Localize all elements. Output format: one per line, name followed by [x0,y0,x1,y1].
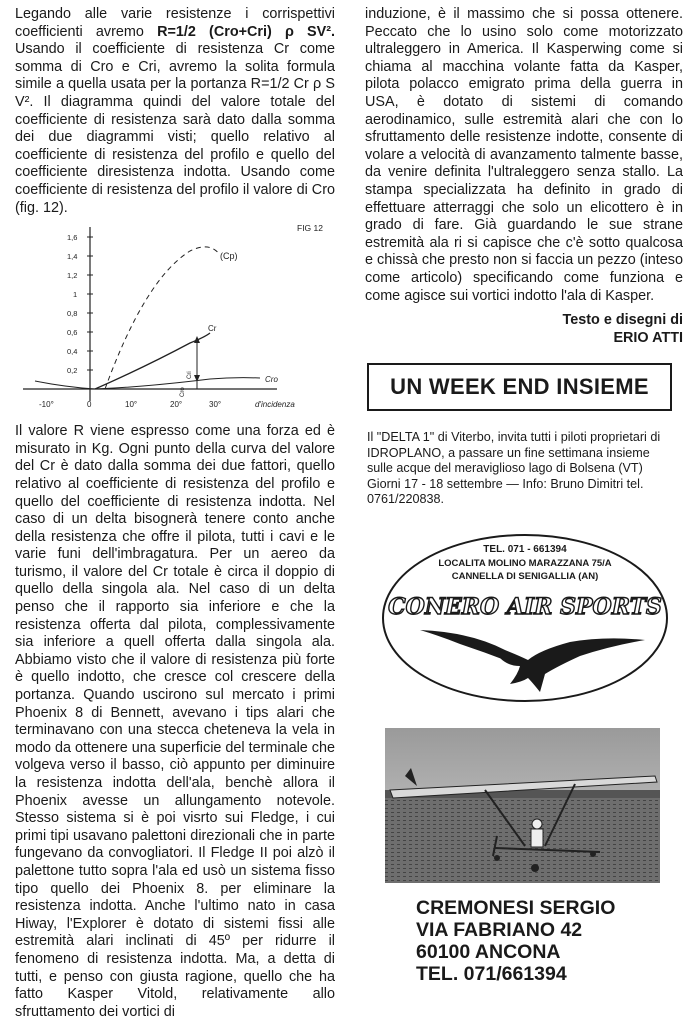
ad-address-2: CANNELLA DI SENIGALLIA (AN) [451,571,599,582]
intro-paragraph [15,6,335,217]
credit-author: ERIO ATTI [613,330,683,347]
ad-address-1: LOCALITA MOLINO MARAZZANA 75/A [438,558,612,569]
intro-line-3: Usando il coefficiente di resistenza Cr come somma di Cro e Cri, avremo la solita formula simile a quella usata per la portanza R=1/2 Cr ρ S V². Il diagramma quindi del valore totale del coefficiente di resistenza sarà dato dalla somma dei due diagrammi visti; quello relativo al coefficiente di resistenza del profilo e quello del coefficiente diresistenza indotta. Usando come coefficiente di resistenza del profilo il valore di Cro (fig. 12). [15,41,335,216]
cp-label: (Cp) [220,251,238,262]
right-column [365,6,683,347]
contact-block [416,897,615,985]
event-description: Il "DELTA 1" di Viterbo, invita tutti i piloti proprietari di IDROPLANO, a passare un fine settimana insieme sulle acque del meraviglioso lago di Bolsena (VT) Giorni 17 - 18 settembre — Info: Bruno Dimitri tel. 0761/220838. [367,430,661,507]
x-tick-label: 30° [209,400,222,410]
cri-label: Cri [187,371,193,380]
ad-brand: CONERO AIR SPORTS [388,594,662,620]
ultralight-photo-image [385,728,660,883]
intro-line-2: coefficienti avremo [15,23,144,40]
y-tick-label: 1,6 [67,233,78,243]
contact-name: CREMONESI SERGIO [416,897,616,919]
event-title-box [367,363,672,411]
conero-air-sports-ad [380,532,670,704]
cro-label: Cro [265,375,278,385]
y-tick-label: 1,2 [67,271,78,281]
x-tick-label: 20° [170,400,183,410]
drag-formula: R=1/2 (Cro+Cri) ρ SV². [157,23,336,40]
left-column [15,6,335,1021]
x-tick-label: 10° [125,400,138,410]
ad-phone: TEL. 071 - 661394 [483,544,567,555]
event-title: UN WEEK END INSIEME [390,374,649,399]
y-tick-label: 1 [73,290,78,300]
y-tick-label: 0,4 [67,347,78,357]
left-body-text: Il valore R viene espresso come una forza ed è misurato in Kg. Ogni punto della curva del valore del Cr è dato dalla somma dei due fattori, quello relativo al coefficiente di resistenza del profilo e quello del coefficiente di resistenza indotta. Nel caso di un delta bisognerà tenere conto anche della resistenza che offre il pilota, tutti i cavi e le varie funi dell'imbragatura. Per un aereo da turismo, il valore del Cr totale è circa il doppio di quello della singola ala. Nel caso di un delta penso che il rapporto sia inferiore e che la resistenza offerta dal pilota, complessivamente sia inferiore a quell offerta dalla singola ala. Abbiamo visto che il valore di resistenza più forte è quello indotto, che cresce col crescere della portanza. Quando uscirono sul mercato i primi Phoenix 8 di Bennett, avevano i tips alari che terminavano con una stecca cheteneva la vela in modo da ottenere una superficie del terminale che volgeva verso il basso, ciò appunto per diminuire la resistenza indotta dell'ala, benchè allora il Phoenix avesse un allungamento notevole. Stesso sistema si è poi visrto sui Fledge, i cui primi tipi usavano palettoni direzionali che in parte fungevano da convogliatori. Il Fledge II poi alzò il palettone tutto sopra l'ala ed usò un sistema fisso tipo quello dei Phoenix 8. per eliminare la resistenza indotta. Anche l'ultimo nato in casa Hiway, l'Explorer è dotato di sistemi fissi alle estremità alari inclinati di 45º per ridurre il fenomeno di resistenza indotta. Ma, a detta di tutti, e penso con giusta ragione, quello che ha fatto Kasper Vitold, relativamente allo sfruttamento dei vortici di [15,423,335,1020]
contact-phone: TEL. 071/661394 [416,963,567,985]
article-credit [365,311,683,347]
cro-curve [35,378,260,389]
credit-line-1: Testo e disegni di [562,312,683,329]
x-tick-label: 0 [87,400,92,410]
contact-street: VIA FABRIANO 42 [416,919,583,941]
x-tick-label: -10° [39,400,54,410]
ultralight-photo [385,728,660,883]
intro-line-1: Legando alle varie resistenze i corrispettivi [15,6,335,22]
contact-city: 60100 ANCONA [416,941,561,963]
figure-12 [15,219,335,419]
y-tick-label: 0,8 [67,309,78,319]
ad-graphic [380,532,670,704]
y-tick-label: 1,4 [67,252,78,262]
right-body-text: induzione, è il massimo che si possa ottenere. Peccato che lo usino solo come motorizzato ultraleggero in America. Il Kasperwing come si chiama al macchina volante fatta da Kasper, pilota polacco emigrato prima della guerra in USA, è dotato di sistemi di comando aerodinamico, sulle estremità alari che con lo sfruttamento delle resistenze indotte, consente di volare a velocità di avanzamento talmente basse, da venire definita l'ultraleggero senza stallo. La stampa specializzata ha definito in grado di effettuare atterraggi che solo un elicottero è in grado di fare. Già guardando le sue strane estremità ala ri si capisce che c'è sotto qualcosa e chissà che presto non si faccia un pezzo (inteso come articolo) specificando come funziona e come agisce sui vortici indotto l'ala di Kasper. [365,6,683,304]
cro-small-label: Cro [180,387,186,398]
y-tick-label: 0,2 [67,366,78,376]
cp-curve [105,247,220,389]
drag-coefficient-diagram [15,219,335,419]
cr-label: Cr [208,324,217,334]
x-axis-label: d'incidenza [255,400,295,410]
y-tick-label: 0,6 [67,328,78,338]
figure-label: FIG 12 [297,223,323,234]
